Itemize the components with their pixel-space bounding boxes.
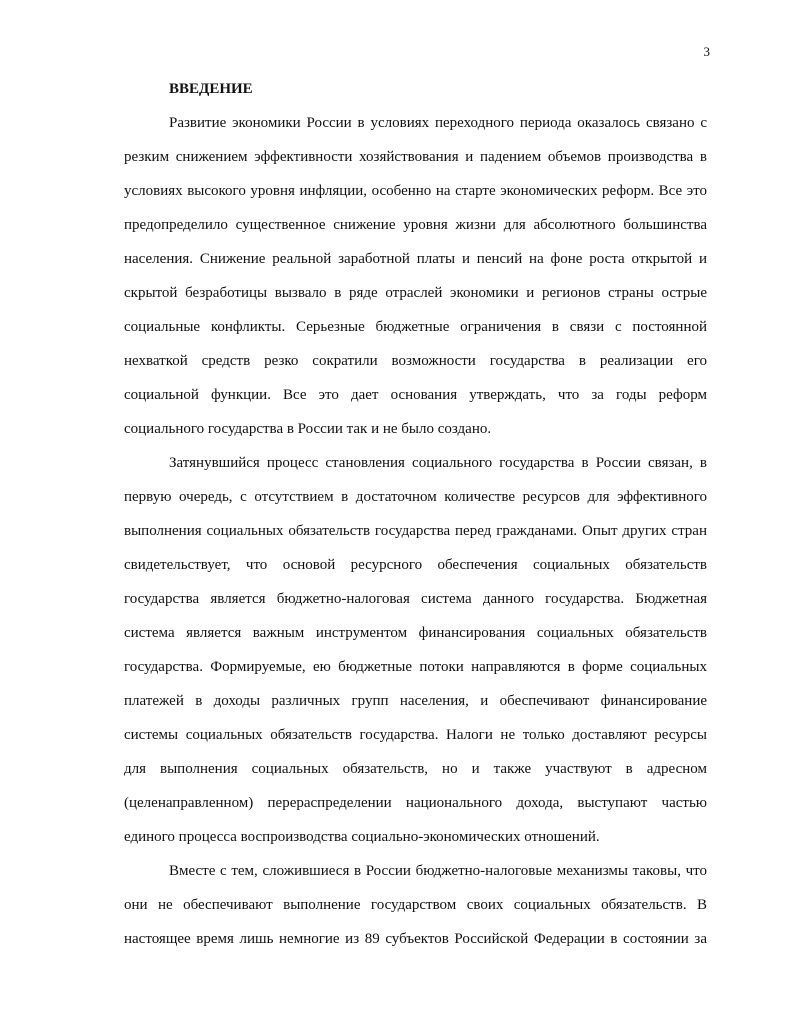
text-line: системы социальных обязательств государства. Налоги не только доставляют ресурсы (124, 727, 707, 743)
text-line: они не обеспечивают выполнение государством своих социальных обязательств. В (124, 897, 707, 913)
text-line: нехваткой средств резко сократили возможности государства в реализации его (124, 353, 707, 369)
paragraph-3 (124, 854, 707, 956)
paragraph-2 (124, 446, 707, 854)
text-line: Затянувшийся процесс становления социального государства в России связан, в (169, 455, 707, 471)
document-body (124, 72, 707, 956)
section-heading: ВВЕДЕНИЕ (169, 81, 253, 97)
text-line: настоящее время лишь немногие из 89 субъектов Российской Федерации в состоянии за (124, 931, 707, 947)
text-line: выполнения социальных обязательств государства перед гражданами. Опыт других стран (124, 523, 707, 539)
text-line: условиях высокого уровня инфляции, особенно на старте экономических реформ. Все это (124, 183, 707, 199)
text-line: социальной функции. Все это дает основания утверждать, что за годы реформ (124, 387, 707, 403)
text-line: система является важным инструментом финансирования социальных обязательств (124, 625, 707, 641)
text-line: единого процесса воспроизводства социально-экономических отношений. (124, 829, 600, 845)
text-line: (целенаправленном) перераспределении национального дохода, выступают частью (124, 795, 707, 811)
text-line: для выполнения социальных обязательств, но и также участвуют в адресном (124, 761, 707, 777)
page-number: 3 (703, 44, 710, 59)
text-line: государства. Формируемые, ею бюджетные потоки направляются в форме социальных (124, 659, 707, 675)
paragraph-1 (124, 106, 707, 446)
text-line: платежей в доходы различных групп населения, и обеспечивают финансирование (124, 693, 707, 709)
text-line: социальные конфликты. Серьезные бюджетные ограничения в связи с постоянной (124, 319, 707, 335)
text-line: первую очередь, с отсутствием в достаточном количестве ресурсов для эффективного (124, 489, 707, 505)
text-line: скрытой безработицы вызвало в ряде отраслей экономики и регионов страны острые (124, 285, 707, 301)
text-line: Развитие экономики России в условиях переходного периода оказалось связано с (169, 115, 707, 131)
text-line: государства является бюджетно-налоговая система данного государства. Бюджетная (124, 591, 707, 607)
text-line: социального государства в России так и не было создано. (124, 421, 492, 437)
text-line: Вместе с тем, сложившиеся в России бюджетно-налоговые механизмы таковы, что (169, 863, 707, 879)
text-line: резким снижением эффективности хозяйствования и падением объемов производства в (124, 149, 707, 165)
text-line: населения. Снижение реальной заработной платы и пенсий на фоне роста открытой и (124, 251, 707, 267)
text-line: предопределило существенное снижение уровня жизни для абсолютного большинства (124, 217, 707, 233)
text-line: свидетельствует, что основой ресурсного обеспечения социальных обязательств (124, 557, 707, 573)
